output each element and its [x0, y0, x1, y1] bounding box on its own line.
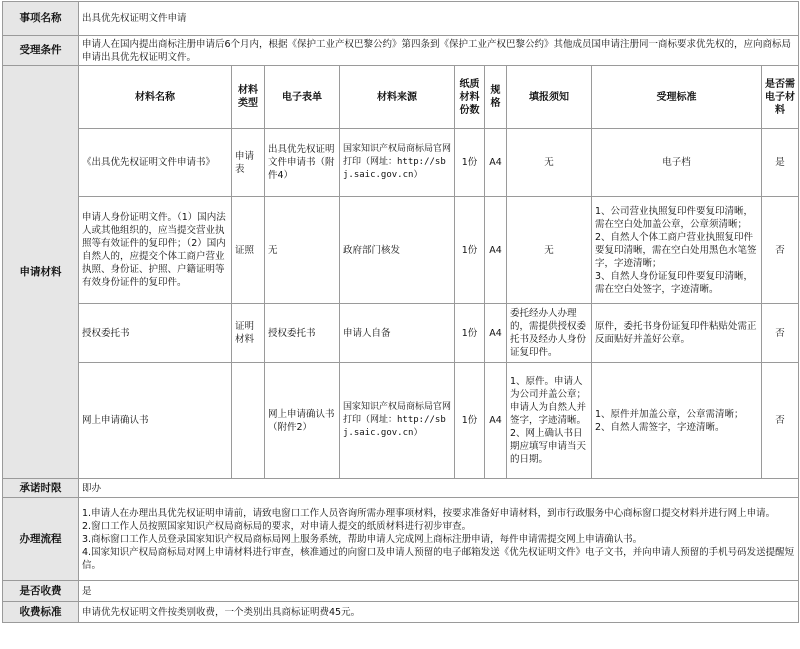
material-copies: 1份: [455, 304, 485, 363]
material-standard: 原件，委托书身份证复印件粘贴处需正反面贴好并盖好公章。: [592, 304, 762, 363]
material-standard: 1、公司营业执照复印件要复印清晰，需在空白处加盖公章，公章须清晰； 2、自然人个体工商户营业执照复印件要复印清晰，需在空白处用黑色水笔签字，字迹清晰； 3、自然人身份证复印件要复印清晰，需在空白处签字，字迹清晰。: [592, 197, 762, 304]
process-step: 4.国家知识产权局商标局对网上申请材料进行审查，核准通过的向窗口及申请人预留的电子邮箱发送《优先权证明文件》电子文书，并向申请人预留的手机号码发送提醒短信。: [82, 546, 795, 571]
item-name-row: [3, 2, 799, 36]
material-form: 无: [265, 197, 340, 304]
material-standard: 电子档: [592, 129, 762, 197]
material-notes: 无: [507, 129, 592, 197]
material-notes: 1、原件。申请人为公司并盖公章；申请人为自然人并签字，字迹清晰。 2、网上确认书日期应填写申请当天的日期。: [507, 363, 592, 479]
material-row: [3, 129, 799, 197]
material-source: 国家知识产权局商标局官网打印（网址：http://sbj.saic.gov.cn）: [340, 363, 455, 479]
material-spec: A4: [485, 304, 507, 363]
item-name-value: 出具优先权证明文件申请: [79, 2, 799, 36]
header-e-form: 电子表单: [265, 66, 340, 129]
material-copies: 1份: [455, 129, 485, 197]
material-row: [3, 304, 799, 363]
material-type: [232, 363, 265, 479]
material-row: [3, 363, 799, 479]
item-name-label: 事项名称: [3, 2, 79, 36]
material-form: 出具优先权证明文件申请书（附件4）: [265, 129, 340, 197]
materials-label: 申请材料: [3, 66, 79, 479]
header-electronic-required: 是否需电子材料: [762, 66, 799, 129]
header-material-source: 材料来源: [340, 66, 455, 129]
material-name: 网上申请确认书: [79, 363, 232, 479]
conditions-row: [3, 36, 799, 66]
header-fill-notes: 填报须知: [507, 66, 592, 129]
material-spec: A4: [485, 129, 507, 197]
material-notes: 无: [507, 197, 592, 304]
header-acceptance-standard: 受理标准: [592, 66, 762, 129]
process-label: 办理流程: [3, 498, 79, 581]
header-spec: 规格: [485, 66, 507, 129]
material-name: 申请人身份证明文件。（1）国内法人或其他组织的，应当提交营业执照等有效证件的复印件；（2）国内自然人的，应提交个体工商户营业执照、身份证、护照、户籍证明等有效身份证件的复印件。: [79, 197, 232, 304]
material-source: 申请人自备: [340, 304, 455, 363]
fee-required-value: 是: [79, 581, 799, 602]
process-row: [3, 498, 799, 581]
header-material-type: 材料类型: [232, 66, 265, 129]
material-electronic: 否: [762, 197, 799, 304]
fee-standard-row: [3, 602, 799, 623]
time-limit-value: 即办: [79, 479, 799, 498]
process-steps: [79, 498, 799, 581]
material-notes: 委托经办人办理的，需提供授权委托书及经办人身份证复印件。: [507, 304, 592, 363]
conditions-label: 受理条件: [3, 36, 79, 66]
material-copies: 1份: [455, 363, 485, 479]
material-type: 申请表: [232, 129, 265, 197]
material-type: 证照: [232, 197, 265, 304]
material-electronic: 是: [762, 129, 799, 197]
material-standard: 1、原件并加盖公章，公章需清晰； 2、自然人需签字，字迹清晰。: [592, 363, 762, 479]
material-form: 网上申请确认书（附件2）: [265, 363, 340, 479]
material-type: 证明材料: [232, 304, 265, 363]
material-source: 政府部门核发: [340, 197, 455, 304]
fee-standard-value: 申请优先权证明文件按类别收费，一个类别出具商标证明费45元。: [79, 602, 799, 623]
process-step: 3.商标窗口工作人员登录国家知识产权局商标局网上服务系统，帮助申请人完成网上商标注册申请，每件申请需提交网上申请确认书。: [82, 533, 643, 545]
service-info-table: [2, 1, 799, 623]
header-paper-copies: 纸质材料份数: [455, 66, 485, 129]
fee-required-row: [3, 581, 799, 602]
fee-standard-label: 收费标准: [3, 602, 79, 623]
header-material-name: 材料名称: [79, 66, 232, 129]
material-form: 授权委托书: [265, 304, 340, 363]
process-step: 1.申请人在办理出具优先权证明申请前，请致电窗口工作人员咨询所需办理事项材料，按要求准备好申请材料，到市行政服务中心商标窗口提交材料并进行网上申请。: [82, 507, 776, 519]
time-limit-row: [3, 479, 799, 498]
material-name: 《出具优先权证明文件申请书》: [79, 129, 232, 197]
material-name: 授权委托书: [79, 304, 232, 363]
material-spec: A4: [485, 363, 507, 479]
material-electronic: 否: [762, 304, 799, 363]
fee-required-label: 是否收费: [3, 581, 79, 602]
conditions-value: 申请人在国内提出商标注册申请后6个月内，根据《保护工业产权巴黎公约》第四条到《保护工业产权巴黎公约》其他成员国申请注册同一商标要求优先权的，应向商标局申请出具优先权证明文件。: [79, 36, 799, 66]
materials-header-row: [3, 66, 799, 129]
material-source: 国家知识产权局商标局官网打印（网址：http://sbj.saic.gov.cn）: [340, 129, 455, 197]
material-copies: 1份: [455, 197, 485, 304]
material-electronic: 否: [762, 363, 799, 479]
material-spec: A4: [485, 197, 507, 304]
process-step: 2.窗口工作人员按照国家知识产权局商标局的要求，对申请人提交的纸质材料进行初步审查。: [82, 520, 472, 532]
time-limit-label: 承诺时限: [3, 479, 79, 498]
material-row: [3, 197, 799, 304]
